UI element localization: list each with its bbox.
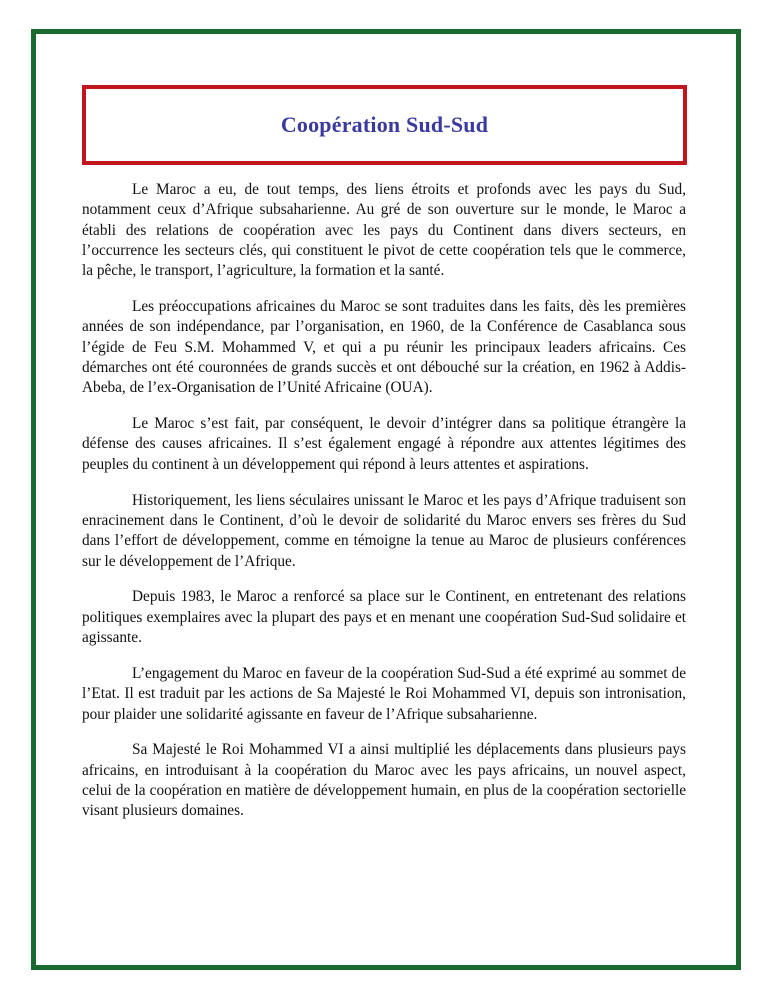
paragraph: Les préoccupations africaines du Maroc se sont traduites dans les faits, dès les premières années de son indépendance, par l’organisation, en 1960, de la Conférence de Casablanca sous l’égide de Feu S.M. Mohammed V, et qui a pu réunir les principaux leaders africains. Ces démarches ont été couronnées de grands succès et ont débouché sur la création, en 1962 à Addis-Abeba, de l’ex-Organisation de l’Unité Africaine (OUA). [82,298,686,397]
page-title: Coopération Sud-Sud [280,112,489,137]
paragraph: Le Maroc s’est fait, par conséquent, le devoir d’intégrer dans sa politique étrangère la défense des causes africaines. Il s’est également engagé à répondre aux attentes légitimes des peuples du continent à un développement qui répond à leurs attentes et aspirations. [82,415,686,473]
paragraph: Sa Majesté le Roi Mohammed VI a ainsi multiplié les déplacements dans plusieurs pays africains, en introduisant à la coopération du Maroc avec les pays africains, un nouvel aspect, celui de la coopération en matière de développement humain, en plus de la coopération sectorielle visant plusieurs domaines. [82,741,686,820]
paragraph: L’engagement du Maroc en faveur de la coopération Sud-Sud a été exprimé au sommet de l’Etat. Il est traduit par les actions de Sa Majesté le Roi Mohammed VI, depuis son intronisation, pour plaider une solidarité agissante en faveur de l’Afrique subsaharienne. [82,664,686,723]
document-body [82,180,686,837]
paragraph: Depuis 1983, le Maroc a renforcé sa place sur le Continent, en entretenant des relations politiques exemplaires avec la plupart des pays et en menant une coopération Sud-Sud solidaire et agissante. [82,588,686,647]
title-box [82,85,687,165]
paragraph: Le Maroc a eu, de tout temps, des liens étroits et profonds avec les pays du Sud, notamment ceux d’Afrique subsaharienne. Au gré de son ouverture sur le monde, le Maroc a établi des relations de coopération avec les pays du Continent dans divers secteurs, en l’occurrence les secteurs clés, qui constituent le pivot de cette coopération tels que le commerce, la pêche, le transport, l’agriculture, la formation et la santé. [82,181,686,280]
paragraph: Historiquement, les liens séculaires unissant le Maroc et les pays d’Afrique traduisent son enracinement dans le Continent, d’où le devoir de solidarité du Maroc envers ses frères du Sud dans l’effort de développement, comme en témoigne la tenue au Maroc de plusieurs conférences sur le développement de l’Afrique. [82,491,686,570]
